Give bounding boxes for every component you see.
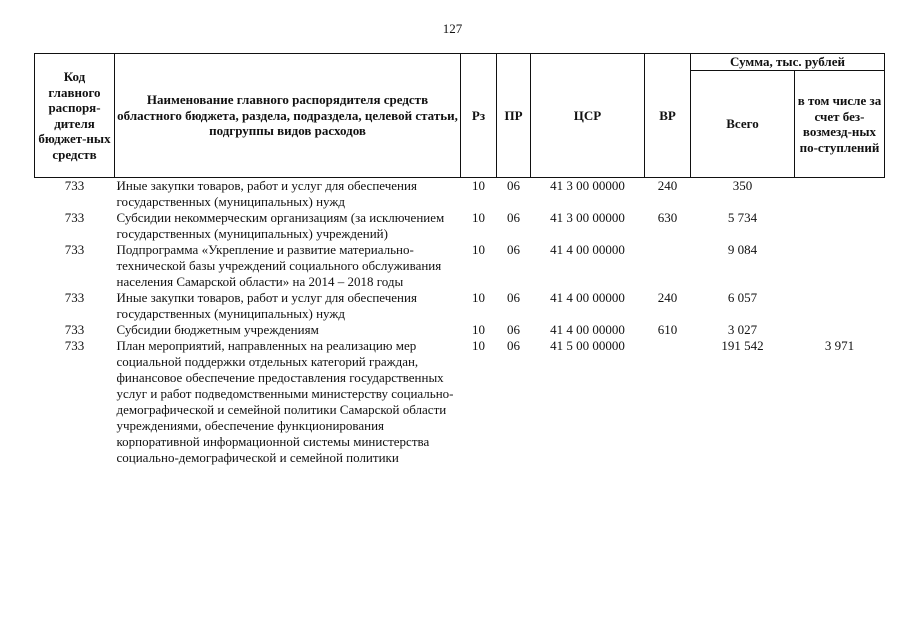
cell-csr: 41 4 00 00000 [550,242,625,257]
cell-csr: 41 3 00 00000 [550,178,625,193]
cell-rz: 10 [472,322,485,337]
cell-rz: 10 [472,290,485,305]
cell-vr: 630 [657,210,678,225]
header-total: Всего [691,71,795,178]
cell-name: Субсидии некоммерческим организациям (за исключением государственных (муниципальных) учреждений) [116,210,445,241]
cell-rz: 10 [472,210,485,225]
cell-pr: 06 [507,322,520,337]
cell-free [795,178,885,211]
cell-csr: 41 4 00 00000 [550,290,625,305]
page-number: 127 [442,21,463,36]
cell-vr: 240 [657,290,678,305]
cell-vr [645,242,691,290]
header-vr: ВР [645,54,691,178]
cell-total: 9 084 [727,242,758,257]
table-row [35,210,885,242]
cell-total: 350 [732,178,753,193]
cell-pr: 06 [507,338,520,353]
header-rz: Рз [461,54,497,178]
table-row [35,290,885,322]
cell-total: 3 027 [727,322,758,337]
cell-rz: 10 [472,242,485,257]
cell-name: Подпрограмма «Укрепление и развитие материально-технической базы учреждений социального обслуживания населения Самарской области» на 2014 – 2018 годы [116,242,442,289]
cell-code: 733 [64,290,85,305]
cell-csr: 41 3 00 00000 [550,210,625,225]
cell-csr: 41 5 00 00000 [550,338,625,353]
header-pr: ПР [497,54,531,178]
budget-table [34,53,885,466]
cell-code: 733 [64,210,85,225]
cell-total: 5 734 [727,210,758,225]
cell-pr: 06 [507,210,520,225]
table-row [35,242,885,290]
cell-rz: 10 [472,338,485,353]
cell-free [795,322,885,338]
cell-total: 191 542 [721,338,764,353]
cell-name: План мероприятий, направленных на реализацию мер социальной поддержки отдельных категорий граждан, финансовое обеспечение предоставления государственных услуг и работ подведомственными министерству социально-демографической и семейной политики Самарской области учреждениями, обеспечение функционирования корпоративной информационной системы министерства социально-демографической и семейной политики [116,338,454,465]
table-header [35,54,885,178]
cell-pr: 06 [507,178,520,193]
cell-pr: 06 [507,290,520,305]
cell-free [795,242,885,290]
cell-name: Субсидии бюджетным учреждениям [116,322,319,337]
cell-name: Иные закупки товаров, работ и услуг для обеспечения государственных (муниципальных) нужд [116,290,417,321]
cell-code: 733 [64,338,85,353]
cell-vr [645,338,691,466]
cell-total: 6 057 [727,290,758,305]
cell-pr: 06 [507,242,520,257]
header-name: Наименование главного распорядителя средств областного бюджета, раздела, подраздела, целевой статьи, подгруппы видов расходов [115,54,461,178]
cell-free [795,290,885,322]
cell-name: Иные закупки товаров, работ и услуг для обеспечения государственных (муниципальных) нужд [116,178,417,209]
cell-vr: 610 [657,322,678,337]
cell-code: 733 [64,242,85,257]
table-body [35,178,885,467]
table-row [35,322,885,338]
cell-free [795,210,885,242]
header-free: в том числе за счет без-возмезд-ных по-ступлений [795,71,885,178]
cell-code: 733 [64,178,85,193]
header-sum: Сумма, тыс. рублей [691,54,885,71]
header-code: Код главного распоря-дителя бюджет-ных средств [35,54,115,178]
cell-free: 3 971 [824,338,855,353]
table-row [35,338,885,466]
table-row [35,178,885,211]
cell-rz: 10 [472,178,485,193]
cell-code: 733 [64,322,85,337]
cell-vr: 240 [657,178,678,193]
header-csr: ЦСР [531,54,645,178]
cell-csr: 41 4 00 00000 [550,322,625,337]
